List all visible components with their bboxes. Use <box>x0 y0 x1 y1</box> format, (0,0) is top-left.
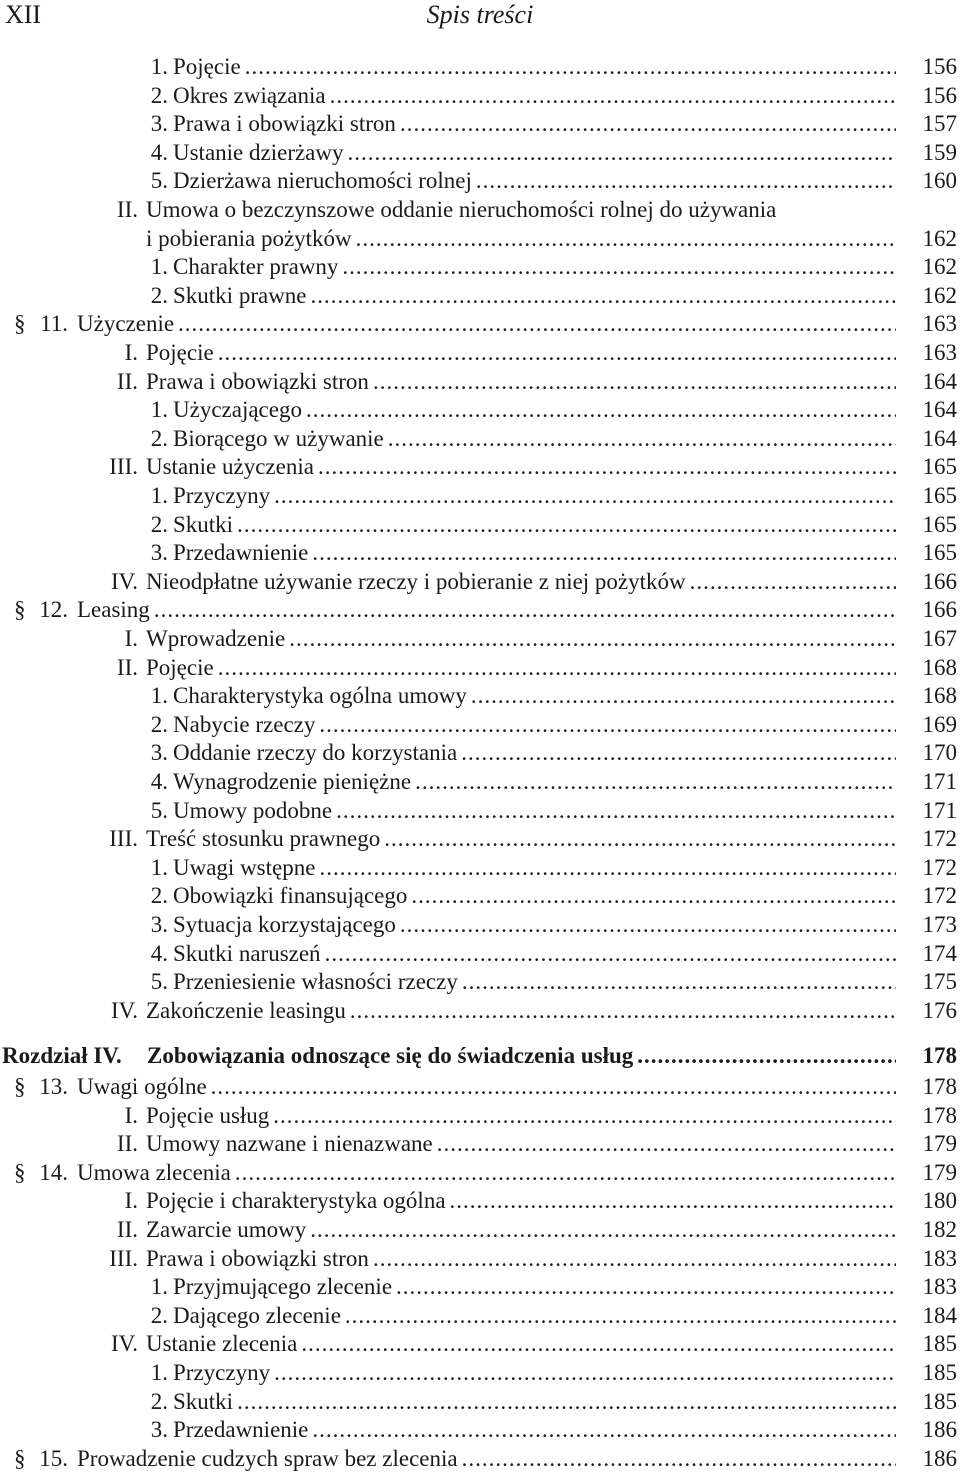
toc-entry-number: 3. <box>150 540 168 566</box>
toc-entry-page: 169 <box>922 711 957 737</box>
toc-entry-number: III. <box>109 1245 138 1271</box>
dot-leader <box>154 596 896 624</box>
toc-entry-title: Zobowiązania odnoszące się do świadczenia usług <box>147 1043 634 1069</box>
toc-entry-number: 2. <box>150 883 168 909</box>
dot-leader <box>235 1159 896 1187</box>
toc-entry-number: 3. <box>150 740 168 766</box>
toc-entry-title: Przedawnienie <box>173 540 309 566</box>
toc-entry-leader <box>173 968 896 996</box>
toc-entry-number: 2. <box>150 425 168 451</box>
dot-leader <box>437 1130 896 1158</box>
dot-leader <box>415 768 896 796</box>
dot-leader <box>388 425 896 453</box>
toc-entry-leader <box>146 225 896 253</box>
section-sign: § <box>14 311 26 337</box>
toc-entry[interactable] <box>0 167 960 195</box>
toc-entry-leader <box>146 568 896 596</box>
toc-entry[interactable] <box>0 368 960 396</box>
toc-entry-title: Pojęcie <box>173 54 241 79</box>
toc-entry[interactable] <box>0 1102 960 1130</box>
toc-entry[interactable] <box>0 1330 960 1358</box>
toc-entry-number: 2. <box>150 711 168 737</box>
toc-entry-page: 182 <box>922 1217 957 1242</box>
toc-entry-leader <box>173 797 896 825</box>
dot-leader <box>319 854 896 882</box>
toc-entry-number: 13. <box>39 1074 68 1099</box>
toc-entry-page: 156 <box>922 54 957 79</box>
toc-entry-leader <box>146 825 896 853</box>
toc-entry-number: 1. <box>150 483 168 508</box>
toc-entry-leader <box>146 1187 896 1215</box>
toc-entry-number: I. <box>124 340 138 365</box>
toc-entry-number: 4. <box>150 769 168 794</box>
toc-entry-leader <box>173 396 896 424</box>
toc-entry-number: 5. <box>150 797 168 823</box>
toc-entry-title: Pojęcie <box>146 340 214 365</box>
toc-entry-title: Leasing <box>77 597 150 623</box>
toc-entry-leader <box>173 167 896 195</box>
toc-entry-leader <box>146 1330 896 1358</box>
dot-leader <box>336 797 896 825</box>
toc-entry-number: 15. <box>39 1445 68 1471</box>
toc-entry-leader <box>147 1042 896 1070</box>
toc-entry-leader <box>146 1216 896 1244</box>
toc-entry-number: 12. <box>39 597 68 623</box>
dot-leader <box>245 53 896 81</box>
toc-entry-page: 157 <box>922 111 957 137</box>
toc-entry-page: 168 <box>922 683 957 709</box>
toc-entry-leader <box>173 425 896 453</box>
toc-entry-leader <box>173 711 896 739</box>
toc-entry-leader <box>146 1102 896 1130</box>
toc-entry-number: 2. <box>150 1388 168 1414</box>
toc-entry-page: 162 <box>922 282 957 308</box>
section-sign: § <box>14 597 26 623</box>
toc-entry-leader <box>173 1273 896 1301</box>
toc-entry[interactable] <box>0 1073 960 1101</box>
toc-entry[interactable] <box>0 482 960 510</box>
toc-entry-title: Dającego zlecenie <box>173 1302 341 1328</box>
toc-entry-number: II. <box>116 1217 138 1242</box>
toc-entry-number: II. <box>116 654 138 680</box>
toc-entry[interactable] <box>0 711 960 739</box>
toc-entry-number: I. <box>124 1188 138 1214</box>
toc-entry[interactable] <box>0 682 960 710</box>
dot-leader <box>178 310 896 338</box>
toc-entry[interactable] <box>0 596 960 624</box>
toc-entry-leader <box>173 282 896 310</box>
toc-entry-leader <box>173 1388 896 1416</box>
toc-entry-page: 171 <box>922 769 957 794</box>
toc-entry[interactable] <box>0 1388 960 1416</box>
toc-entry[interactable] <box>0 1130 960 1158</box>
toc-entry-title: Przyczyny <box>173 1360 271 1385</box>
toc-entry[interactable] <box>0 1359 960 1387</box>
toc-entry[interactable] <box>0 854 960 882</box>
toc-entry-title: Dzierżawa nieruchomości rolnej <box>173 168 472 194</box>
toc-entry-leader <box>173 882 896 910</box>
toc-entry-leader <box>146 196 896 224</box>
dot-leader <box>400 110 896 138</box>
toc-entry-title: Obowiązki finansującego <box>173 883 408 909</box>
toc-entry-page: 164 <box>922 368 957 394</box>
toc-entry-number: IV. <box>110 997 138 1023</box>
toc-entry-title: Skutki naruszeń <box>173 940 321 966</box>
dot-leader <box>476 167 896 195</box>
dot-leader <box>312 1416 896 1444</box>
toc-entry[interactable] <box>0 225 960 253</box>
toc-entry[interactable] <box>0 654 960 682</box>
toc-entry-number: 3. <box>150 111 168 137</box>
toc-entry[interactable] <box>0 425 960 453</box>
toc-entry-number: 2. <box>150 1302 168 1328</box>
toc-entry-number: 5. <box>150 168 168 194</box>
toc-entry-page: 162 <box>922 225 957 251</box>
toc-entry[interactable] <box>0 110 960 138</box>
toc-entry-title: Nieodpłatne używanie rzeczy i pobieranie z niej pożytków <box>146 568 686 594</box>
toc-entry-leader <box>173 682 896 710</box>
toc-entry-title: Uwagi wstępne <box>173 854 316 880</box>
dot-leader <box>471 682 896 710</box>
toc-entry-page: 183 <box>922 1245 957 1271</box>
toc-entry-number: II. <box>116 368 138 394</box>
toc-entry-title: Okres związania <box>173 82 326 108</box>
toc-entry-page: 172 <box>922 826 957 852</box>
toc-entry[interactable] <box>0 940 960 968</box>
toc-entry[interactable] <box>0 310 960 338</box>
toc-entry[interactable] <box>0 539 960 567</box>
running-title: Spis treści <box>426 0 534 29</box>
toc-entry-title: Biorącego w używanie <box>173 425 384 451</box>
toc-entry-title: i pobierania pożytków <box>146 225 352 251</box>
toc-entry-leader <box>173 940 896 968</box>
toc-entry-title: Uwagi ogólne <box>77 1074 207 1099</box>
toc-entry-number: IV. <box>110 568 138 594</box>
toc-entry[interactable] <box>0 911 960 939</box>
toc-entry-page: 174 <box>922 940 957 966</box>
dot-leader <box>384 825 896 853</box>
dot-leader <box>462 968 896 996</box>
toc-entry-number: 1. <box>150 397 168 423</box>
toc-entry-leader <box>173 139 896 167</box>
toc-entry-leader <box>146 1245 896 1273</box>
toc-entry-leader <box>173 1416 896 1444</box>
toc-entry-leader <box>77 310 896 338</box>
dot-leader <box>373 1245 896 1273</box>
toc-entry-title: Pojęcie <box>146 654 214 680</box>
toc-entry-leader <box>173 110 896 138</box>
toc-entry-title: Ustanie zlecenia <box>146 1331 298 1357</box>
toc-entry-page: 159 <box>922 139 957 165</box>
dot-leader <box>301 1330 896 1358</box>
toc-entry-page: 185 <box>922 1331 957 1357</box>
dot-leader <box>289 625 896 653</box>
toc-entry-title: Wynagrodzenie pieniężne <box>173 769 412 794</box>
toc-entry-number: 2. <box>150 282 168 308</box>
toc-entry-title: Umowy nazwane i nienazwane <box>146 1131 433 1157</box>
toc-entry[interactable] <box>0 825 960 853</box>
dot-leader <box>342 253 896 281</box>
toc-entry-page: 186 <box>922 1445 957 1471</box>
toc-entry-leader <box>146 654 896 682</box>
dot-leader <box>218 654 896 682</box>
toc-entry[interactable] <box>0 82 960 110</box>
dot-leader <box>311 282 896 310</box>
toc-entry-leader <box>173 739 896 767</box>
dot-leader <box>348 139 896 167</box>
dot-leader <box>310 1216 896 1244</box>
dot-leader <box>218 339 896 367</box>
toc-entry-number: III. <box>109 826 138 852</box>
toc-entry-page: 162 <box>922 254 957 280</box>
toc-entry-page: 172 <box>922 883 957 909</box>
toc-entry-page: 185 <box>922 1388 957 1414</box>
toc-entry[interactable] <box>0 1245 960 1273</box>
toc-entry-leader <box>77 1159 896 1187</box>
toc-entry-number: 14. <box>39 1159 68 1185</box>
toc-entry-number: 11. <box>40 311 68 337</box>
toc-entry-leader <box>173 911 896 939</box>
toc-entry-page: 186 <box>922 1417 957 1443</box>
toc-entry-page: 168 <box>922 654 957 680</box>
toc-entry-title: Prawa i obowiązki stron <box>146 368 369 394</box>
toc-entry-leader <box>146 625 896 653</box>
toc-entry-title: Pojęcie usług <box>146 1102 270 1128</box>
toc-entry-page: 166 <box>922 597 957 623</box>
toc-entry-page: 164 <box>922 397 957 423</box>
toc-entry-number: 2. <box>150 511 168 537</box>
toc-entry-number: IV. <box>110 1331 138 1357</box>
toc-entry-leader <box>146 997 896 1025</box>
toc-entry-title: Ustanie użyczenia <box>146 454 314 480</box>
toc-entry-number: I. <box>124 1102 138 1128</box>
toc-entry[interactable] <box>0 282 960 310</box>
toc-entry-title: Sytuacja korzystającego <box>173 912 396 937</box>
toc-entry-leader <box>173 768 896 796</box>
toc-entry-page: 173 <box>922 912 957 937</box>
toc-entry-leader <box>173 1302 896 1330</box>
dot-leader <box>273 1102 896 1130</box>
toc-entry-number: 5. <box>150 969 168 995</box>
dot-leader <box>330 82 896 110</box>
toc-entry-title: Prawa i obowiązki stron <box>146 1245 369 1271</box>
toc-entry-leader <box>146 339 896 367</box>
dot-leader <box>274 1359 896 1387</box>
dot-leader <box>312 539 896 567</box>
toc-entry-title: Umowa o bezczynszowe oddanie nieruchomości rolnej do używania <box>146 197 777 222</box>
toc-entry[interactable] <box>0 1187 960 1215</box>
toc-entry-number: 3. <box>150 1417 168 1443</box>
toc-entry-title: Ustanie dzierżawy <box>173 139 344 165</box>
toc-entry-title: Przyjmującego zlecenie <box>173 1274 393 1300</box>
toc-entry-title: Prowadzenie cudzych spraw bez zlecenia <box>77 1445 458 1471</box>
toc-entry-page: 178 <box>922 1102 957 1128</box>
toc-entry[interactable] <box>0 139 960 167</box>
toc-entry[interactable] <box>0 1416 960 1444</box>
dot-leader <box>237 1388 896 1416</box>
toc-entry-title: Przyczyny <box>173 483 271 508</box>
toc-entry-page: 165 <box>922 540 957 566</box>
toc-entry-page: 163 <box>922 340 957 365</box>
toc-entry-leader <box>173 1359 896 1387</box>
toc-entry[interactable] <box>0 53 960 81</box>
dot-leader <box>237 511 896 539</box>
dot-leader <box>319 711 896 739</box>
toc-entry[interactable] <box>0 568 960 596</box>
toc-entry-number: 1. <box>150 54 168 79</box>
toc-entry-title: Przedawnienie <box>173 1417 309 1443</box>
toc-entry[interactable] <box>0 253 960 281</box>
dot-leader <box>450 1187 896 1215</box>
toc-entry[interactable] <box>0 196 960 224</box>
toc-entry-leader <box>146 453 896 481</box>
toc-entry[interactable] <box>0 768 960 796</box>
toc-entry-page: 176 <box>922 997 957 1023</box>
dot-leader <box>411 882 896 910</box>
toc-entry-title: Oddanie rzeczy do korzystania <box>173 740 458 766</box>
toc-entry-title: Przeniesienie własności rzeczy <box>173 969 458 995</box>
toc-entry-page: 172 <box>922 854 957 880</box>
toc-entry-title: Zakończenie leasingu <box>146 997 346 1023</box>
toc-entry-leader <box>146 1130 896 1158</box>
toc-entry-page: 179 <box>922 1159 957 1185</box>
toc-entry-page: 175 <box>922 969 957 995</box>
dot-leader <box>211 1073 896 1101</box>
toc-entry[interactable] <box>0 1445 960 1473</box>
toc-entry-number: 1. <box>150 683 168 709</box>
toc-entry-number: 1. <box>150 1274 168 1300</box>
toc-entry[interactable] <box>0 739 960 767</box>
toc-entry[interactable] <box>0 882 960 910</box>
dot-leader <box>462 1445 896 1473</box>
toc-entry-number: 1. <box>150 854 168 880</box>
toc-entry-page: 180 <box>922 1188 957 1214</box>
toc-entry[interactable] <box>0 396 960 424</box>
toc-entry-number: 3. <box>150 912 168 937</box>
toc-entry-title: Umowy podobne <box>173 797 333 823</box>
toc-entry-number: 4. <box>150 940 168 966</box>
dot-leader <box>325 940 896 968</box>
toc-entry-title: Charakter prawny <box>173 254 339 280</box>
toc-chapter-row[interactable] <box>0 1042 960 1070</box>
dot-leader <box>345 1302 896 1330</box>
toc-entry-leader <box>173 511 896 539</box>
dot-leader <box>306 396 896 424</box>
toc-entry-title: Prawa i obowiązki stron <box>173 111 396 137</box>
dot-leader <box>373 368 896 396</box>
toc-entry-number: II. <box>116 197 138 222</box>
dot-leader <box>637 1042 896 1070</box>
toc-entry-page: 179 <box>922 1131 957 1157</box>
section-sign: § <box>14 1159 26 1185</box>
toc-entry-title: Wprowadzenie <box>146 626 286 651</box>
toc-entry-leader <box>173 82 896 110</box>
toc-entry-title: Charakterystyka ogólna umowy <box>173 683 467 709</box>
toc-entry[interactable] <box>0 453 960 481</box>
toc-entry-page: 165 <box>922 511 957 537</box>
dot-leader <box>461 739 896 767</box>
toc-entry-title: Skutki prawne <box>173 282 307 308</box>
toc-entry[interactable] <box>0 1159 960 1187</box>
toc-entry[interactable] <box>0 968 960 996</box>
toc-entry-page: 183 <box>922 1274 957 1300</box>
toc-entry-leader <box>173 854 896 882</box>
toc-entry-page: 184 <box>922 1302 957 1328</box>
toc-entry-page: 166 <box>922 568 957 594</box>
toc-entry-number: 4. <box>150 139 168 165</box>
toc-entry-title: Skutki <box>173 511 234 537</box>
toc-entry-number: Rozdział IV. <box>2 1043 122 1069</box>
toc-entry-number: 2. <box>150 82 168 108</box>
dot-leader <box>400 911 896 939</box>
toc-entry-page: 170 <box>922 740 957 766</box>
page-number: XII <box>5 0 42 29</box>
section-sign: § <box>14 1445 26 1471</box>
toc-entry-page: 163 <box>922 311 957 337</box>
toc-entry-title: Treść stosunku prawnego <box>146 826 381 852</box>
toc-entry-title: Użyczenie <box>77 311 175 337</box>
dot-leader <box>396 1273 896 1301</box>
toc-entry-page: 178 <box>922 1074 957 1099</box>
toc-entry-page: 178 <box>922 1043 957 1069</box>
toc-entry[interactable] <box>0 1216 960 1244</box>
toc-entry[interactable] <box>0 625 960 653</box>
toc-entry-number: 1. <box>150 1360 168 1385</box>
toc-entry-leader <box>77 1073 896 1101</box>
toc-entry-title: Nabycie rzeczy <box>173 711 316 737</box>
toc-entry-title: Zawarcie umowy <box>146 1217 307 1242</box>
toc-entry[interactable] <box>0 797 960 825</box>
toc-entry-page: 165 <box>922 454 957 480</box>
toc-entry-title: Umowa zlecenia <box>77 1159 231 1185</box>
dot-leader <box>318 453 896 481</box>
toc-entry[interactable] <box>0 1302 960 1330</box>
toc-entry[interactable] <box>0 997 960 1025</box>
toc-entry-number: 1. <box>150 254 168 280</box>
section-sign: § <box>14 1074 26 1099</box>
toc-entry[interactable] <box>0 339 960 367</box>
toc-entry-page: 156 <box>922 82 957 108</box>
dot-leader <box>356 225 896 253</box>
toc-entry-number: II. <box>116 1131 138 1157</box>
toc-entry-page: 160 <box>922 168 957 194</box>
toc-entry-title: Pojęcie i charakterystyka ogólna <box>146 1188 446 1214</box>
toc-entry-page: 171 <box>922 797 957 823</box>
toc-entry-leader <box>173 253 896 281</box>
toc-entry-number: I. <box>124 626 138 651</box>
toc-entry-title: Użyczającego <box>173 397 302 423</box>
toc-entry-leader <box>173 482 896 510</box>
toc-entry-leader <box>77 1445 896 1473</box>
toc-entry-page: 165 <box>922 483 957 508</box>
dot-leader <box>350 997 896 1025</box>
toc-entry-page: 167 <box>922 626 957 651</box>
dot-leader <box>274 482 896 510</box>
toc-entry[interactable] <box>0 511 960 539</box>
toc-entry-page: 185 <box>922 1360 957 1385</box>
dot-leader <box>690 568 896 596</box>
toc-entry-leader <box>173 53 896 81</box>
toc-entry-leader <box>77 596 896 624</box>
toc-entry-page: 164 <box>922 425 957 451</box>
toc-entry-leader <box>146 368 896 396</box>
toc-entry-number: III. <box>109 454 138 480</box>
toc-entry-title: Skutki <box>173 1388 234 1414</box>
toc-entry[interactable] <box>0 1273 960 1301</box>
toc-entry-leader <box>173 539 896 567</box>
